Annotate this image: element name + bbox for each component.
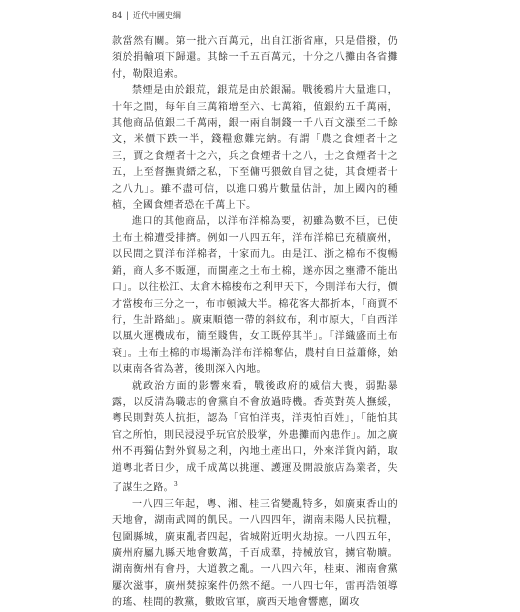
paragraph-2 <box>112 83 398 214</box>
book-title: 近代中國史綱 <box>132 11 181 20</box>
page-number: 84 <box>112 11 123 20</box>
paragraph-5-text: 一八四三年起，粵、湘、桂三省變亂特多，如廣東香山的天地會，湖南武岡的飢民。一八四四年，湖南耒陽人民抗糧，包圍縣城，廣東亂者四起，省城附近明火劫掠。一八四五年，廣州府屬九縣天地會數萬，千百成羣，持械放官，擄官勒贖。湖南衡州有會丹，大道教之亂。一八四六年，桂東、湘南會黨屢次滋事，廣州焚掠案件仍然不絕。一八四七年，雷再浩領導的瑤、桂間的教黨，數敗官軍，廣西天地會響應，圍攻 <box>112 498 398 609</box>
paragraph-1 <box>112 34 398 83</box>
paragraph-5 <box>112 497 398 612</box>
paragraph-3 <box>112 214 398 378</box>
paragraph-4 <box>112 379 398 497</box>
running-header <box>112 10 181 21</box>
page-body <box>112 34 398 612</box>
paragraph-1-text: 款當然有關。第一批六百萬元，出自江浙省庫，只是借撥，仍須於捐輸項下歸還。其餘一千五百萬元，十分之八攤由各省攤付，勒限追索。 <box>112 36 398 80</box>
header-separator: | <box>126 11 129 20</box>
paragraph-2-text: 禁煙是由於銀荒，銀荒是由於銀漏。戰後鴉片大量進口，十年之間，每年自三萬箱增至六、七萬箱，值銀約五千萬兩，其他商品值銀二千萬兩，銀一兩自制錢一千八百文漲至二千餘文，米價下跌一半，錢糧愈難完納。有謂「農之食煙者十之三，賈之食煙者十之六，兵之食煙者十之八，士之食煙者十之五，上至督撫貴縉之私，下至傭丐猥斂自冒之徒，其食煙者十之八九」。雖不盡可信，以進口鴉片數量估計，加上國內的種植，全國食煙者恐在千萬上下。 <box>112 85 398 212</box>
footnote-marker[interactable]: 3 <box>173 480 179 488</box>
paragraph-4-text: 就政治方面的影響來看，戰後政府的威信大喪，弱點暴露，以反清為職志的會黨自不會放過時機。香英對英人撫綏，粵民則對英人抗拒，認為「官怕洋夷，洋夷怕百姓」，「能怕其官之所怕，則民浸浸乎玩官於股掌，外患攤而內患作」。加之廣州不再獨佔對外貿易之利，內地土產出口，外來洋貨內銷，取道粵北者日少，成千成萬以挑運、護運及開設旅店為業者，失了謀生之路。 <box>112 380 398 494</box>
paragraph-3-text: 進口的其他商品，以洋布洋棉為要，初雖為數不巨，已使土布土棉遭受排擠。例如一八四五年，洋布洋棉已充積廣州，以民間之買洋布洋棉者，十家而九。由是江、浙之棉布不復暢銷，商人多不販運，而閩產之土布土棉，遂亦因之壅滯不能出口」。以往松江、太倉木棉梭布之利甲天下，今則洋布大行，價才當梭布三分之一，布市頓減大半。棉花客大都折本，「商賈不行，生計路絀」。廣東順德一帶的斜紋布，利市原大，「自西洋以風火運機成布，簡至賤售，女工既停其半」。「洋織盛而土布衰」。土布土棉的市場漸為洋布洋棉奪佔，農村自日益蕭條，始以東南各省為著，後則深入內地。 <box>112 216 398 376</box>
